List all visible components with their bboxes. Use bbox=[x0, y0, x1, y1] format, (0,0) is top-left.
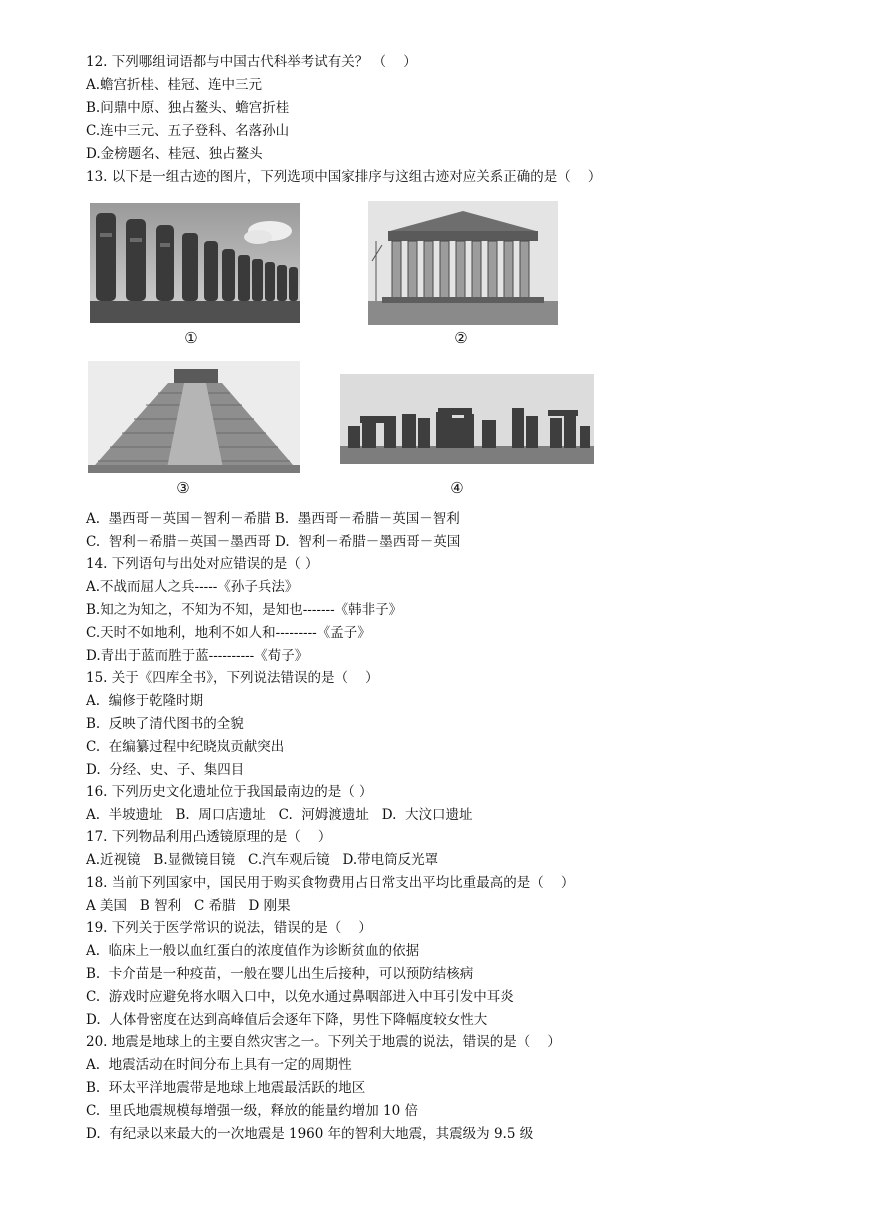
q20-stem: 20. 地震是地球上的主要自然灾害之一。下列关于地震的说法，错误的是（ ） bbox=[86, 1034, 561, 1050]
q14-option-d: D.青出于蓝而胜于蓝----------《荀子》 bbox=[86, 648, 309, 664]
q12-option-c: C.连中三元、五子登科、名落孙山 bbox=[86, 123, 290, 139]
q14-option-c: C.天时不如地利，地利不如人和---------《孟子》 bbox=[86, 625, 371, 641]
q19-stem: 19. 下列关于医学常识的说法，错误的是（ ） bbox=[86, 920, 372, 936]
q14-option-a: A.不战而屈人之兵-----《孙子兵法》 bbox=[86, 579, 299, 595]
q15-option-a: A. 编修于乾隆时期 bbox=[86, 693, 204, 709]
q18-options: A 美国 B 智利 C 希腊 D 刚果 bbox=[86, 898, 291, 914]
q14-option-b: B.知之为知之，不知为不知，是知也-------《韩非子》 bbox=[86, 602, 403, 618]
caption-4: ④ bbox=[450, 479, 464, 497]
q20-option-a: A. 地震活动在时间分布上具有一定的周期性 bbox=[86, 1057, 352, 1073]
q19-option-c: C. 游戏时应避免将水咽入口中，以免水通过鼻咽部进入中耳引发中耳炎 bbox=[86, 989, 514, 1005]
q15-stem: 15. 关于《四库全书》，下列说法错误的是（ ） bbox=[86, 670, 379, 686]
q20-option-d: D. 有纪录以来最大的一次地震是 1960 年的智利大地震，其震级为 9.5 级 bbox=[86, 1126, 534, 1142]
caption-2: ② bbox=[454, 329, 468, 347]
stonehenge-photo bbox=[340, 374, 594, 464]
q19-option-d: D. 人体骨密度在达到高峰值后会逐年下降，男性下降幅度较女性大 bbox=[86, 1012, 488, 1028]
q12-stem: 12. 下列哪组词语都与中国古代科举考试有关？ （ ） bbox=[86, 54, 417, 70]
q16-stem: 16. 下列历史文化遗址位于我国最南边的是（ ） bbox=[86, 784, 373, 800]
parthenon-photo bbox=[368, 201, 558, 325]
q14-stem: 14. 下列语句与出处对应错误的是（ ） bbox=[86, 556, 319, 572]
q13-stem: 13. 以下是一组古迹的图片，下列选项中国家排序与这组古迹对应关系正确的是（ ） bbox=[86, 169, 602, 185]
q15-option-c: C. 在编纂过程中纪晓岚贡献突出 bbox=[86, 739, 285, 755]
q13-options-cd: C. 智利－希腊－英国－墨西哥 D. 智利－希腊－墨西哥－英国 bbox=[86, 534, 461, 550]
q15-option-b: B. 反映了清代图书的全貌 bbox=[86, 716, 244, 732]
caption-3: ③ bbox=[176, 479, 190, 497]
q12-option-b: B.问鼎中原、独占鳌头、蟾宫折桂 bbox=[86, 100, 290, 116]
q17-stem: 17. 下列物品利用凸透镜原理的是（ ） bbox=[86, 829, 332, 845]
q20-option-b: B. 环太平洋地震带是地球上地震最活跃的地区 bbox=[86, 1080, 366, 1096]
q15-option-d: D. 分经、史、子、集四目 bbox=[86, 762, 245, 778]
q13-options-ab: A. 墨西哥－英国－智利－希腊 B. 墨西哥－希腊－英国－智利 bbox=[86, 511, 460, 527]
q19-option-b: B. 卡介苗是一种疫苗，一般在婴儿出生后接种，可以预防结核病 bbox=[86, 966, 474, 982]
caption-1: ① bbox=[184, 329, 198, 347]
q20-option-c: C. 里氏地震规模每增强一级，释放的能量约增加 10 倍 bbox=[86, 1103, 418, 1119]
q12-option-d: D.金榜题名、桂冠、独占鳌头 bbox=[86, 146, 263, 162]
q16-options: A. 半坡遗址 B. 周口店遗址 C. 河姆渡遗址 D. 大汶口遗址 bbox=[86, 807, 473, 823]
q12-option-a: A.蟾宫折桂、桂冠、连中三元 bbox=[86, 77, 263, 93]
chichen-itza-photo bbox=[88, 361, 300, 473]
q18-stem: 18. 当前下列国家中，国民用于购买食物费用占日常支出平均比重最高的是（ ） bbox=[86, 875, 575, 891]
moai-statues-photo bbox=[90, 203, 300, 323]
q19-option-a: A. 临床上一般以血红蛋白的浓度值作为诊断贫血的依据 bbox=[86, 943, 420, 959]
q17-options: A.近视镜 B.显微镜目镜 C.汽车观后镜 D.带电筒反光罩 bbox=[86, 852, 439, 868]
